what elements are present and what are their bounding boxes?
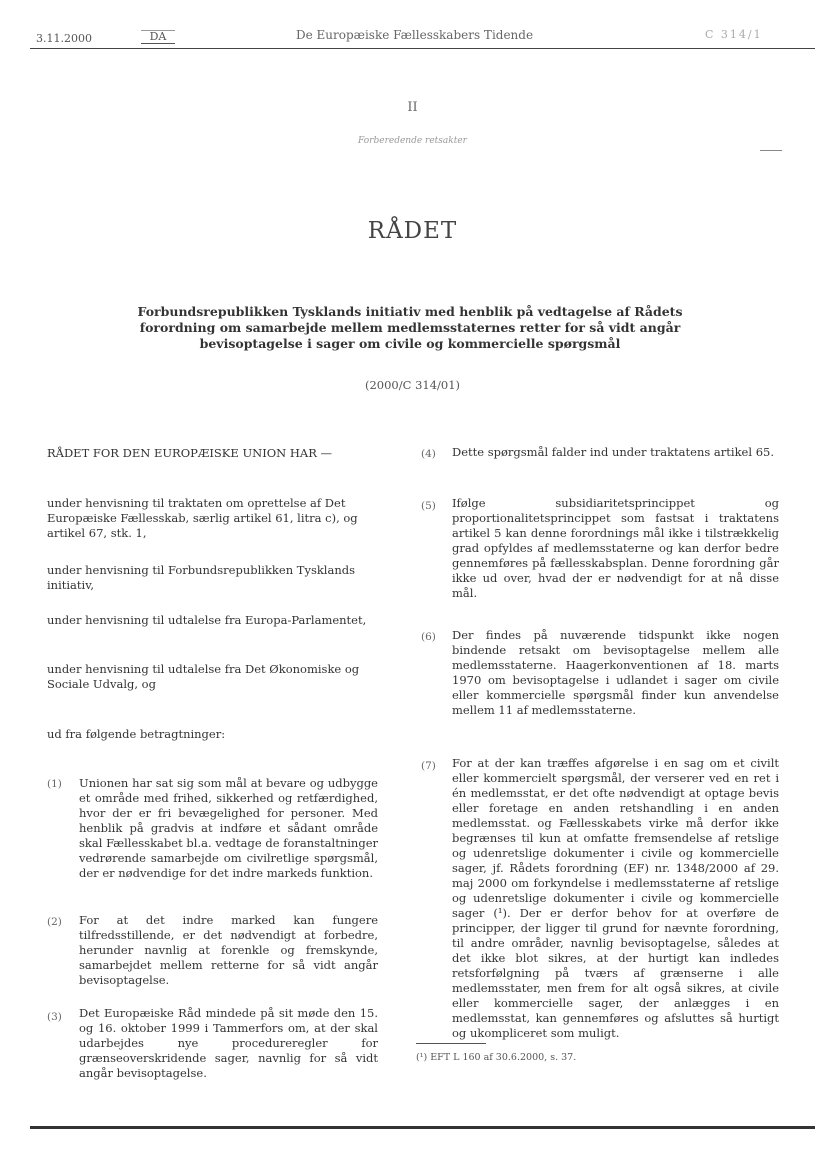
recital-number: (4) xyxy=(421,448,436,460)
preamble-intro: RÅDET FOR DEN EUROPÆISKE UNION HAR — xyxy=(47,446,333,460)
citation-parliament: under henvisning til udtalelse fra Europa-Parlamentet, xyxy=(47,613,367,627)
footnote: (¹) EFT L 160 af 30.6.2000, s. 37. xyxy=(416,1052,577,1063)
citation-treaty: under henvisning til traktaten om oprettelse af Det Europæiske Fællesskab, særlig artikel 61, litra c), og artikel 67, stk. 1, xyxy=(47,496,358,540)
recital-text: Det Europæiske Råd mindede på sit møde den 15. og 16. oktober 1999 i Tammerfors om, at der skal udarbejdes nye procedureregler for grænseoverskridende sager, navnlig for så vidt angår bevisoptagelse. xyxy=(79,1006,378,1080)
footnote-divider xyxy=(416,1043,486,1044)
recital-number: (1) xyxy=(47,778,62,790)
section-number: II xyxy=(407,100,418,115)
recital-text: Dette spørgsmål falder ind under traktatens artikel 65. xyxy=(452,445,774,459)
page-number: C 314/1 xyxy=(705,28,763,41)
recital-number: (3) xyxy=(47,1011,62,1023)
citation-initiative: under henvisning til Forbundsrepublikken Tysklands initiativ, xyxy=(47,563,356,592)
header-divider xyxy=(30,48,815,49)
recital-text: Der findes på nuværende tidspunkt ikke nogen bindende retsakt om bevisoptagelse mellem alle medlemsstaterne. Haagerkonventionen af 18. marts 1970 om bevisoptagelse i udlandet i sager om civile eller kommercielle spørgsmål finder kun anvendelse mellem 11 af medlemsstaterne. xyxy=(452,628,779,717)
page-bottom-rule xyxy=(30,1126,815,1129)
recital-number: (2) xyxy=(47,916,62,928)
recital-number: (5) xyxy=(421,500,436,512)
document-reference: (2000/C 314/01) xyxy=(364,378,461,392)
section-subtitle: Forberedende retsakter xyxy=(358,136,467,146)
issue-date: 3.11.2000 xyxy=(36,32,92,45)
recital-number: (6) xyxy=(421,631,436,643)
document-title: Forbundsrepublikken Tysklands initiativ med henblik på vedtagelse af Rådets forordning om samarbejde mellem medlemsstaternes retter for så vidt angår bevisoptagelse i sager om civile og kommercielle spørgsmål xyxy=(137,304,683,351)
recital-text: Ifølge subsidiaritetsprincippet og proportionalitetsprincippet som fastsat i traktatens artikel 5 kan denne forordnings mål ikke i tilstrækkelig grad opfyldes af medlemsstaterne og kan derfor bedre gennemføres på fællesskabsplan. Denne forordning går ikke ud over, hvad der er nødvendigt for at nå disse mål. xyxy=(452,496,779,600)
council-heading: RÅDET xyxy=(367,218,458,244)
language-code: DA xyxy=(141,30,175,44)
citation-committee: under henvisning til udtalelse fra Det Økonomiske og Sociale Udvalg, og xyxy=(47,662,360,691)
scan-mark xyxy=(760,150,782,151)
recital-text: Unionen har sat sig som mål at bevare og udbygge et område med frihed, sikkerhed og retfærdighed, hvor der er fri bevægelighed for personer. Med henblik på gradvis at indføre et sådant område skal Fællesskabet bl.a. vedtage de foranstaltninger vedrørende samarbejde om civilretlige spørgsmål, der er nødvendige for det indre markeds funktion. xyxy=(79,776,378,880)
recitals-intro: ud fra følgende betragtninger: xyxy=(47,727,226,741)
journal-title: De Europæiske Fællesskabers Tidende xyxy=(296,28,534,42)
recital-number: (7) xyxy=(421,760,436,772)
recital-text: For at det indre marked kan fungere tilfredsstillende, er det nødvendigt at forbedre, herunder navnlig at forenkle og fremskynde, samarbejdet mellem retterne for så vidt angår bevisoptagelse. xyxy=(79,913,378,987)
recital-text: For at der kan træffes afgørelse i en sag om et civilt eller kommercielt spørgsmål, der verserer ved en ret i én medlemsstat, er det ofte nødvendigt at optage bevis eller foretage en anden retshandling i en anden medlemsstat. og Fællesskabets virke må derfor ikke begrænses til kun at omfatte fremsendelse af retslige og udenretslige dokumenter i civile og kommercielle sager, jf. Rådets forordning (EF) nr. 1348/2000 af 29. maj 2000 om forkyndelse i medlemsstaterne af retslige og udenretslige dokumenter i civile og kommercielle sager (¹). Der er derfor behov for at overføre de principper, der ligger til grund for nævnte forordning, til andre områder, navnlig bevisoptagelse, således at det ikke blot sikres, at der hurtigt kan indledes retsforfølgning på tværs af grænserne i alle medlemsstater, men frem for alt også sikres, at civile eller kommercielle sager, der anlægges i en medlemsstat, kan gennemføres og afsluttes så hurtigt og ukompliceret som muligt. xyxy=(452,756,779,1040)
